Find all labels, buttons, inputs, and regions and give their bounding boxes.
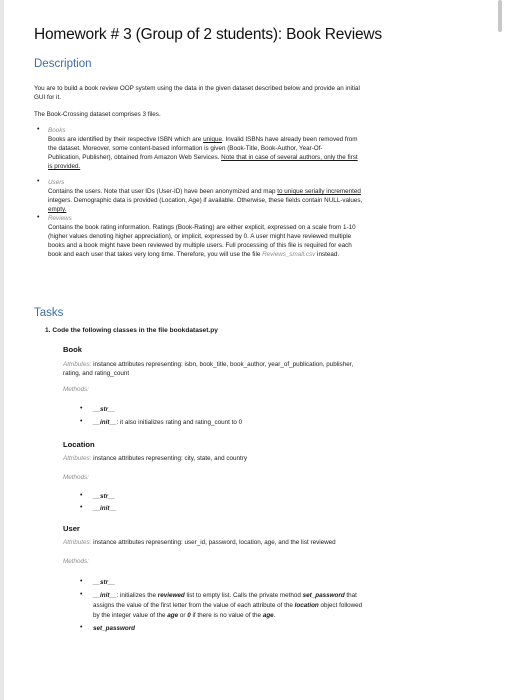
class-location-name: Location — [63, 440, 95, 449]
book-method-str: __str__ — [93, 406, 116, 413]
task-item-1: 1. Code the following classes in the file bookdataset.py — [45, 327, 218, 334]
user-method-str: __str__ — [93, 579, 116, 586]
bullet-dot: • — [37, 214, 40, 221]
reviews-desc-line-4: book and each user that takes very long time. Therefore, you will use the file Reviews_small.csv instead. — [48, 251, 340, 258]
location-method-init: __init__ — [93, 505, 117, 512]
location-methods-label: Methods: — [63, 474, 89, 481]
reviews-file-name: Reviews — [48, 215, 72, 222]
books-desc-line-4: is provided. — [48, 163, 81, 170]
bullet-dot: • — [80, 418, 83, 425]
user-method-set-password: set_password — [93, 625, 135, 632]
book-methods-label: Methods: — [63, 386, 89, 393]
user-methods-label: Methods: — [63, 558, 89, 565]
intro-line-1: You are to build a book review OOP system using the data in the given dataset described below and provide an initial — [34, 85, 360, 92]
tasks-heading: Tasks — [34, 307, 64, 319]
books-desc-line-1: Books are identified by their respective ISBN which are unique. Invalid ISBNs have already been removed from — [48, 136, 358, 143]
user-method-init-line-2: assigns the value of the first letter from the value of each attribute of the location object followed — [93, 602, 363, 609]
user-method-init-line-3: by the integer value of the age or 0 if there is no value of the age. — [93, 612, 276, 619]
intro-line-2: GUI for it. — [34, 94, 61, 101]
bullet-dot: • — [80, 504, 83, 511]
books-file-name: Books — [48, 127, 66, 134]
dataset-line: The Book-Crossing dataset comprises 3 files. — [34, 111, 161, 118]
location-attributes-line: Attributes: instance attributes representing: city, state, and country — [63, 455, 247, 462]
location-method-str: __str__ — [93, 493, 116, 500]
reviews-desc-line-3: books and a book might have been reviewed by multiple users. Full processing of this file is required for each — [48, 242, 352, 249]
books-desc-line-2: the dataset. Moreover, some content-based information is given (Book-Title, Book-Author, Year-Of- — [48, 145, 323, 152]
users-desc-line-3: empty. — [48, 206, 67, 213]
scrollbar[interactable] — [498, 0, 502, 32]
users-desc-line-2: integers. Demographic data is provided (Location, Age) if available. Otherwise, these fields contain NULL-values, — [48, 197, 363, 204]
bullet-dot: • — [80, 405, 83, 412]
book-method-init: __init__: it also initializes rating and rating_count to 0 — [93, 419, 243, 426]
bullet-dot: • — [80, 591, 83, 598]
document-title: Homework # 3 (Group of 2 students): Book Reviews — [34, 26, 382, 43]
reviews-desc-line-2: (higher values denoting higher appreciation), or implicit, expressed by 0. A user might have reviewed multiple — [48, 233, 352, 240]
bullet-dot: • — [80, 492, 83, 499]
reviews-desc-line-1: Contains the book rating information. Ratings (Book-Rating) are either explicit, expressed on a scale from 1-10 — [48, 224, 356, 231]
page-edge — [0, 0, 4, 700]
bullet-dot: • — [37, 178, 40, 185]
user-method-init-line-1: __init__: initializes the reviewed list to empty list. Calls the private method set_password that — [93, 592, 357, 599]
users-file-name: Users — [48, 179, 65, 186]
book-attributes-line-2: rating, and rating_count — [63, 370, 130, 377]
class-book-name: Book — [63, 345, 82, 354]
user-attributes-line: Attributes: instance attributes representing: user_id, password, location, age, and the list reviewed — [63, 539, 336, 546]
book-attributes-line-1: Attributes: instance attributes representing: isbn, book_title, book_author, year_of_publication, publisher, — [63, 361, 354, 368]
books-desc-line-3: Publication, Publisher), obtained from Amazon Web Services. Note that in case of several authors, only the first — [48, 154, 358, 161]
description-heading: Description — [34, 58, 92, 70]
bullet-dot: • — [80, 624, 83, 631]
bullet-dot: • — [80, 578, 83, 585]
bullet-dot: • — [37, 126, 40, 133]
users-desc-line-1: Contains the users. Note that user IDs (User-ID) have been anonymized and map to unique serially incremented — [48, 188, 361, 195]
class-user-name: User — [63, 524, 80, 533]
